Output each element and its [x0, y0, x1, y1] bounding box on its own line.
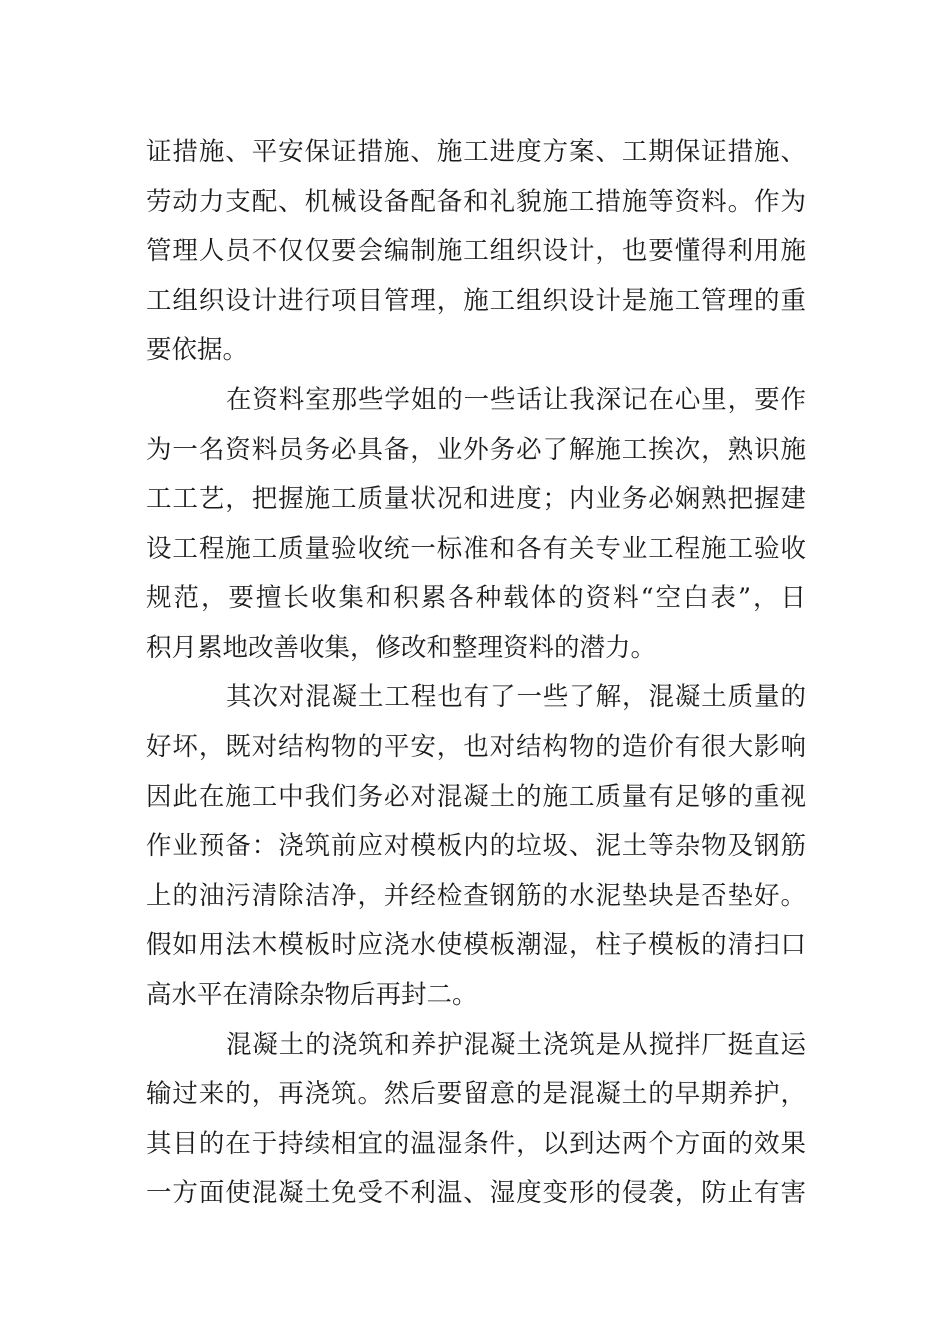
text-line: 作业预备：浇筑前应对模板内的垃圾、泥土等杂物及钢筋: [146, 831, 806, 861]
text-line: 输过来的，再浇筑。然后要留意的是混凝土的早期养护，: [146, 1079, 806, 1109]
text-line: 其目的在于持续相宜的温湿条件，以到达两个方面的效果: [146, 1129, 806, 1159]
text-line: 工组织设计进行项目管理，施工组织设计是施工管理的重: [146, 286, 806, 316]
text-line: 要依据。: [146, 335, 249, 365]
text-line: 管理人员不仅仅要会编制施工组织设计，也要懂得利用施: [146, 236, 806, 266]
text-line: 设工程施工质量验收统一标准和各有关专业工程施工验收: [146, 534, 806, 564]
text-line: 规范，要擅长收集和积累各种载体的资料“空白表”，日: [146, 583, 806, 613]
text-line: 混凝土的浇筑和养护混凝土浇筑是从搅拌厂挺直运: [226, 1030, 806, 1060]
text-line: 上的油污清除洁净，并经检查钢筋的水泥垫块是否垫好。: [146, 881, 806, 911]
text-line: 一方面使混凝土免受不利温、湿度变形的侵袭，防止有害: [146, 1178, 806, 1208]
text-line: 因此在施工中我们务必对混凝土的施工质量有足够的重视: [146, 782, 806, 812]
text-line: 高水平在清除杂物后再封二。: [146, 980, 478, 1010]
text-line: 证措施、平安保证措施、施工进度方案、工期保证措施、: [146, 137, 806, 167]
text-line: 工工艺，把握施工质量状况和进度；内业务必娴熟把握建: [146, 484, 806, 514]
text-line: 积月累地改善收集，修改和整理资料的潜力。: [146, 633, 657, 663]
text-line: 好坏，既对结构物的平安，也对结构物的造价有很大影响: [146, 732, 806, 762]
text-line: 在资料室那些学姐的一些话让我深记在心里，要作: [226, 385, 806, 415]
text-line: 假如用法木模板时应浇水使模板潮湿，柱子模板的清扫口: [146, 930, 806, 960]
text-line: 其次对混凝土工程也有了一些了解，混凝土质量的: [226, 682, 806, 712]
text-line: 为一名资料员务必具备，业外务必了解施工挨次，熟识施: [146, 435, 806, 465]
text-line: 劳动力支配、机械设备配备和礼貌施工措施等资料。作为: [146, 187, 806, 217]
